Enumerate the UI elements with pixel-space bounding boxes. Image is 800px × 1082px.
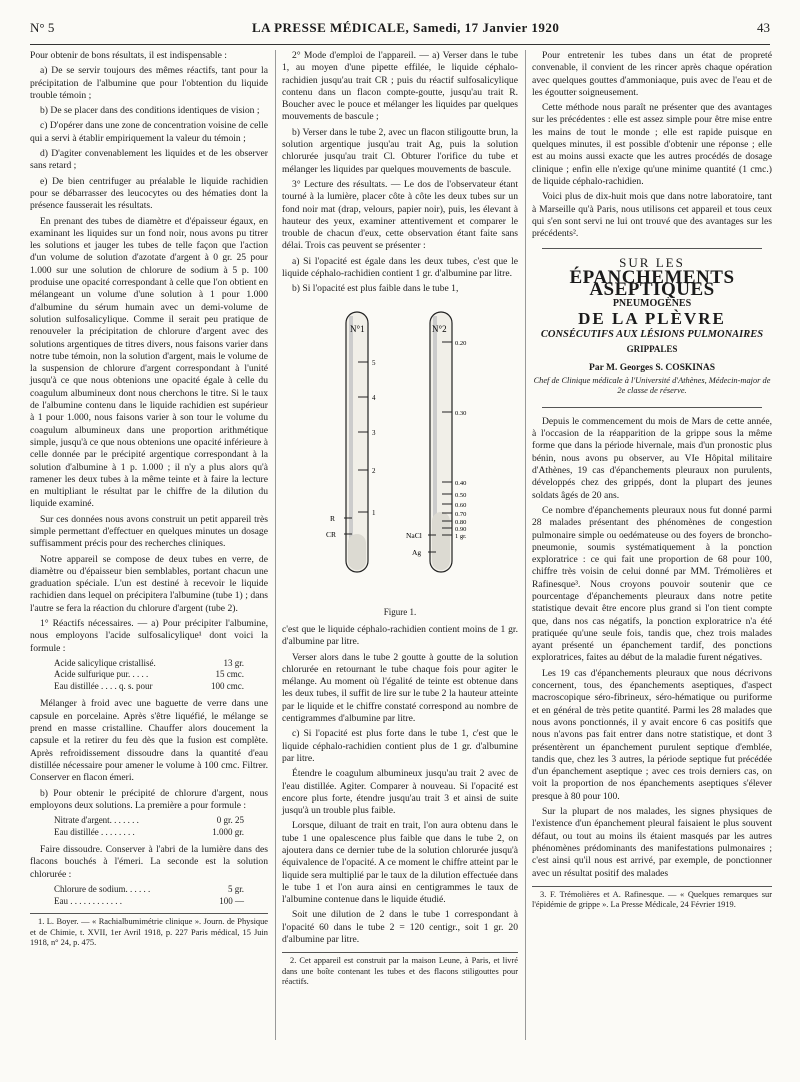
paragraph: 3° Lecture des résultats. — Le dos de l'observateur étant tourné à la lumière, placer côte à côte les deux tubes sur un fond noir mat (drap, velours, papier noir), puis, les élevant à hauteur des yeux, examiner attentivement et comparer le trouble de chacun d'eux, cette observation étant faite sans délai. Trois cas peuvent se présenter :	[282, 178, 518, 252]
tube-2-mark: 0.20	[455, 339, 467, 347]
paragraph: Pour entretenir les tubes dans un état de propreté convenable, il convient de les rincer après chaque opération avec quelques gouttes d'ammoniaque, puis avec de l'eau et de les égoutter soigneusement.	[532, 50, 772, 98]
paragraph: c) Si l'opacité est plus forte dans le tube 1, c'est que le liquide céphalo-rachidien contient plus de 1 gr. d'albumine par litre.	[282, 728, 518, 764]
formula-sulfosalicylic	[54, 658, 268, 693]
issue-number: N° 5	[30, 20, 55, 35]
nacl-mark: NaCl	[406, 530, 422, 540]
paragraph: c'est que le liquide céphalo-rachidien contient moins de 1 gr. d'albumine par litre.	[282, 623, 518, 648]
paragraph: Soit une dilution de 2 dans le tube 1 correspondant à l'opacité 60 dans le tube 2 = 120 centigr., soit 1 gr. 20 d'albumine par litre.	[282, 909, 518, 946]
paragraph: b) Si l'opacité est plus faible dans le tube 1,	[292, 283, 459, 295]
page-number: 43	[756, 20, 770, 35]
tube-1-mark: 4	[372, 393, 376, 402]
paragraph: Ce nombre d'épanchements pleuraux nous fut donné parmi 28 malades présentant des phénomènes de congestion pulmonaire simple ou oedémateuse ou des foyers de broncho-pneumonie, soumis systématiquement à la ponction exploratrice : ce qui fait une proportion de 68 pour 100, chiffre très voisin de celui donné par MM. Trémolières et Rafinesque³. Nous croyons pouvoir soutenir que ce pourcentage d'épanchements pleuraux dans notre petite statistique devait être encore plus grand si l'on tient compte que, dans nos cas négatifs, la ponction exploratrice n'a été pratiquée qu'une seule fois, tandis que, chez trois malades ayant présenté un épanchement tardif, des ponctions exploratrices, faites au début de la maladie furent négatives.	[532, 504, 772, 664]
tube-2-mark: 0.80	[455, 518, 467, 526]
column-divider	[275, 50, 276, 1040]
tube-1-label: N°1	[350, 323, 365, 334]
paragraph: Les 19 cas d'épanchements pleuraux que nous décrivons concernent, tous, des épanchements aseptiques, d'aspect macroscopique séro-fibrineux, séro-hématique ou puriforme et en général de très petite quantité. Parmi les 28 malades que nous avons ponctionnés, il y avait encore 6 cas positifs que nous n'avons pas fait entrer dans notre statistique, et dont 3 présentèrent un épanchement purulent septique d'emblée, tandis que, chez les 3 autres, la période septique fut précédée d'un épanchement aseptique ; avec ces trois derniers cas, on voit la proportion de nos épanchements aseptiques s'élever presque à 80 pour 100.	[532, 667, 772, 802]
footnote-text: 3. F. Trémolières et A. Rafinesque. — « Quelques remarques sur l'épidémie de grippe ». La Presse Médicale, 24 Février 1919.	[532, 889, 772, 910]
tube-2-mark: 0.90	[455, 525, 467, 533]
tube-1-mark: 5	[372, 358, 376, 367]
quantity: 100 —	[219, 895, 244, 906]
footnote	[282, 952, 518, 988]
csf-mark: CR	[326, 529, 337, 539]
paragraph: Faire dissoudre. Conserver à l'abri de la lumière dans des flacons bouchés à l'émeri. La seconde est la solution chlorurée :	[30, 844, 268, 880]
paragraph: Cette méthode nous paraît ne présenter que des avantages sur les précédentes : elle est assez simple pour être mise entre les mains de tout le monde ; elle est rapide puisque en quelques minutes, il est possible d'obtenir une réponse ; elle est au moins aussi exacte que les autres procédés de dosage clinique ; enfin elle n'exige qu'une minime quantité (1 cmc.) de liquide céphalo-rachidien.	[532, 102, 772, 187]
tube-2-mark: 0.70	[455, 510, 467, 518]
tubes-illustration	[282, 302, 518, 602]
quantity: 0 gr. 25	[216, 815, 244, 826]
ingredient: Acide salicylique cristallisé.	[54, 657, 156, 668]
paragraph: b) De se placer dans des conditions identiques de vision ;	[40, 105, 260, 117]
ingredient: Eau distillée . . . . . . . .	[54, 826, 135, 837]
ingredient: Nitrate d'argent. . . . . . .	[54, 815, 139, 826]
page-header	[30, 20, 770, 45]
article-kicker: SUR LES	[619, 255, 685, 271]
article-subtitle: GRIPPALES	[626, 344, 678, 355]
paragraph: c) D'opérer dans une zone de concentration voisine de celle qui a servi à établir empiriquement la valeur du témoin ;	[30, 120, 268, 144]
footnote-text: 2. Cet appareil est construit par la maison Leune, à Paris, et livré dans une boîte contenant les tubes et des flacons stiligouttes pour réactifs.	[282, 956, 518, 987]
article-divider	[542, 248, 762, 249]
paragraph: b) Pour obtenir le précipité de chlorure d'argent, nous employons deux solutions. La première a pour formule :	[30, 787, 268, 811]
paragraph: Voici plus de dix-huit mois que dans notre laboratoire, tant à Marseille qu'à Paris, nous utilisons cet appareil et tous ceux qui s'en sont servi ne lui ont trouvé que des avantages sur les précédents².	[532, 191, 772, 240]
ingredient: Eau distillée . . . . q. s. pour	[54, 680, 153, 691]
column-divider	[525, 50, 526, 1040]
paragraph: Mélanger à froid avec une baguette de verre dans une capsule en porcelaine. Après s'être liquéfié, le mélange se prend en masse cristalline. Chauffer alors doucement la capsule et la retirer du feu dès que la fusion est complète. Après refroidissement dissoudre dans la quantité d'eau distillée nécessaire pour amener le volume à 100 cmc. Filtrer. Conserver en flacon émeri.	[30, 698, 268, 784]
footnote	[30, 913, 268, 949]
quantity: 5 gr.	[227, 884, 244, 895]
silver-mark: Ag	[412, 547, 422, 557]
tube-1-mark: 2	[372, 466, 376, 475]
tube-2-label: N°2	[432, 323, 447, 334]
formula-row	[54, 658, 244, 670]
figure-tubes	[282, 302, 518, 602]
tube-2-mark: 1 gr.	[455, 532, 467, 540]
quantity: 15 cmc.	[215, 669, 244, 680]
paragraph: En prenant des tubes de diamètre et d'épaisseur égaux, en examinant les liquides sur un fond noir, nous avons pu titrer les solutions et jauger les tubes de telle façon que l'action d'un volume de solution d'azotate d'argent à 0 gr. 25 pour 1.000 sur une solution de chlorure de sodium à 5 p. 100 produise une opacité correspondant à celle que l'on obtient en mélangeant un volume d'une solution à 1 pour 1.000 d'albumine du sérum humain avec un demi-volume de solution sulfosalicylique. Comme il serait peu pratique de renouveler la précipitation de chlorure d'argent avec des solutions argentiques de titres divers, nous faisons varier dans notre tube témoin, non la solution d'argent, mais le volume de la suspension de chlorure d'argent correspondant à l'unité jusqu'à ce que nous obtenions une opacité égale à celle du coagulum albumineux dont nous cherchons le titre. Si le taux de l'albumine contenu dans le liquide rachidien est supérieur à 1 pour 1.000, nous faisons varier à son tour le volume du coagulum albumineux dans une proportion arithmétique simple, jusqu'à ce que nous obtenions une opacité inférieure à celle donnée par le précipité argentique correspondant à la solution d'albumine à 1 p. 1.000 ; il n'y a plus alors qu'à ramener les deux tubes à la même teinte et à faire la lecture en multipliant le résultat par le chiffre de la dilution du liquide examiné.	[30, 215, 268, 510]
paragraph: 2° Mode d'emploi de l'appareil. — a) Verser dans le tube 1, au moyen d'une pipette effilée, le liquide céphalo-rachidien jusqu'au trait CR ; puis du réactif sulfosalicylique contenu dans un flacon compte-goutte, jusqu'au trait R. Boucher avec le pouce et mélanger les liquides par quelques mouvements de bascule ;	[282, 50, 518, 123]
paragraph: Sur ces données nous avons construit un petit appareil très simple permettant d'effectuer en quelques minutes un dosage suffisamment précis pour des recherches cliniques.	[30, 513, 268, 550]
tube-1-mark: 1	[372, 508, 376, 517]
formula-sodium-chloride	[54, 884, 268, 907]
tube-2-mark: 0.40	[455, 479, 467, 487]
journal-title: LA PRESSE MÉDICALE, Samedi, 17 Janvier 1920	[252, 20, 560, 35]
figure-caption: Figure 1.	[383, 606, 417, 617]
tube-1	[326, 312, 376, 572]
ingredient: Eau . . . . . . . . . . . .	[54, 895, 122, 906]
article-subtitle: PNEUMOGÈNES	[612, 298, 692, 310]
paragraph: 1° Réactifs nécessaires. — a) Pour précipiter l'albumine, nous employons l'acide sulfosalicylique¹ dont voici la formule :	[30, 618, 268, 654]
formula-row	[54, 827, 244, 839]
tube-1-mark: 3	[372, 428, 376, 437]
paragraph: a) De se servir toujours des mêmes réactifs, tant pour la précipitation de l'albumine que pour l'obtention du liquide trouble témoin ;	[30, 65, 268, 101]
tube-2-mark: 0.50	[455, 491, 467, 499]
formula-row	[54, 896, 244, 908]
author-affiliation: Chef de Clinique médicale à l'Université d'Athènes, Médecin-major de 2e classe de réserve.	[533, 375, 771, 396]
formula-row	[54, 884, 244, 896]
tube-2-mark: 0.30	[455, 409, 467, 417]
paragraph: Pour obtenir de bons résultats, il est indispensable :	[30, 50, 227, 61]
paragraph: b) Verser dans le tube 2, avec un flacon stiligoutte brun, la solution argentique jusqu'au trait Ag, puis la solution chlorurée jusqu'au trait Cl. Obturer l'orifice du tube et mélanger les liquides par quelques mouvements de bascule.	[282, 126, 518, 175]
footnote-text: 1. L. Boyer. — « Rachialbumimétrie clinique ». Journ. de Physique et de Chimie, t. XVII, 1er Avril 1918, p. 227 Paris médical, 15 Juin 1918, n° 24, p. 475.	[30, 917, 268, 948]
paragraph: Notre appareil se compose de deux tubes en verre, de diamètre ou d'épaisseur bien semblables, portant chacun une graduation spéciale. L'un est destiné à recevoir le liquide rachidien dans lequel on précipitera l'albumine (tube 1) ; dans l'autre se fera la réaction du chlorure d'argent (tube 2).	[30, 553, 268, 614]
formula-row	[54, 681, 244, 693]
ingredient: Acide sulfurique pur. . . . .	[54, 669, 149, 680]
paragraph: Depuis le commencement du mois de Mars de cette année, à l'occasion de la réapparition de la grippe sous la même forme que dans la période hivernale, mais d'un pronostic plus bénin, nous avons pu observer, au VIe Hôpital militaire d'Athènes, 19 cas d'épanchements pleuraux non purulents, développés chez des grippés, dont la plupart des jeunes soldats âgés de 20 ans.	[532, 415, 772, 501]
paragraph: Sur la plupart de nos malades, les signes physiques de l'existence d'un épanchement pleural faisaient le plus souvent défaut, ou tout au moins ils étaient masqués par les autres phénomènes prédominants des manifestations pulmonaires ; c'est ainsi qu'il nous est arrivé, par exemple, de ponctionner avec un résultat positif des malades	[532, 806, 772, 879]
column-1	[30, 50, 268, 952]
formula-row	[54, 815, 244, 827]
quantity: 13 gr.	[223, 657, 244, 668]
column-3	[532, 50, 772, 914]
quantity: 1.000 gr.	[212, 826, 244, 837]
paragraph: a) Si l'opacité est égale dans les deux tubes, c'est que le liquide céphalo-rachidien contient 1 gr. d'albumine par litre.	[282, 255, 518, 280]
paragraph: e) De bien centrifuger au préalable le liquide rachidien pour se débarrasser des leucocytes ou des hématies dont la présence fausserait les résultats.	[30, 175, 268, 212]
article-title: ÉPANCHEMENTS ASEPTIQUES	[569, 266, 735, 301]
paragraph: Lorsque, diluant de trait en trait, l'on aura obtenu dans le tube 1 une opalescence plus faible que dans le tube 2, on ajoutera dans ce dernier tube de la solution chlorurée jusqu'à équivalence de l'opacité. A ce moment le chiffre atteint par le liquide sera multiplié par le taux de la dilution effectuée dans le tube 1 et l'on aura ainsi en centigrammes le taux de l'albumine contenue dans le liquide étudié.	[282, 820, 518, 906]
formula-row	[54, 669, 244, 681]
column-2	[282, 50, 518, 991]
ingredient: Chlorure de sodium. . . . . .	[54, 884, 151, 895]
tube-2	[406, 312, 467, 572]
article-heading	[532, 257, 772, 396]
tube-2-mark: 0.60	[455, 501, 467, 509]
article-author: Par M. Georges S. COSKINAS	[589, 362, 715, 373]
article-subtitle: DE LA PLÈVRE	[578, 308, 726, 328]
paragraph: Étendre le coagulum albumineux jusqu'au trait 2 avec de l'eau distillée. Agiter. Comparer à nouveau. Si l'opacité est encore plus forte, étendre jusqu'au trait 3 et ainsi de suite jusqu'à un trouble plus faible.	[282, 768, 518, 817]
formula-silver-nitrate	[54, 815, 268, 838]
paragraph: d) D'agiter convenablement les liquides et de les observer sans retard ;	[30, 148, 268, 172]
article-divider	[542, 407, 762, 408]
paragraph: Verser alors dans le tube 2 goutte à goutte de la solution chlorurée en retournant le tube chaque fois pour agiter le mélange. Au moment où l'égalité de teinte est obtenue dans les deux tubes, il suffit de lire sur le tube 2 la hauteur atteinte par le liquide et le chiffre constaté correspond au nombre de centigrammes d'albumine par litre.	[282, 651, 518, 725]
article-subtitle: CONSÉCUTIFS AUX LÉSIONS PULMONAIRES	[540, 328, 764, 340]
footnote	[532, 886, 772, 911]
quantity: 100 cmc.	[211, 680, 244, 691]
reagent-mark: R	[330, 513, 336, 523]
